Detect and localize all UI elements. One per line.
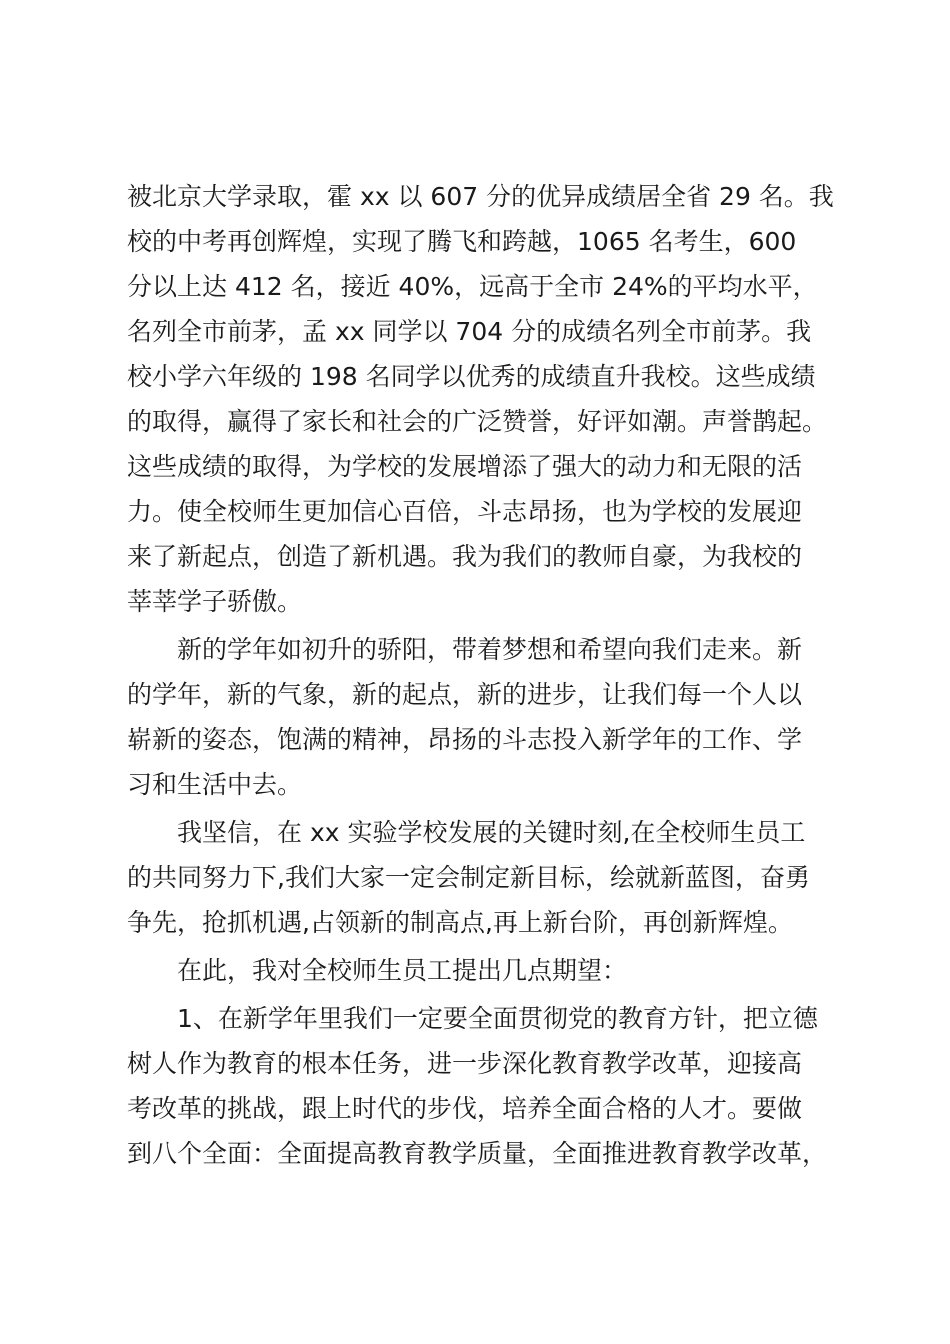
paragraph-2 xyxy=(127,627,847,807)
text-line: 分以上达 412 名，接近 40%，远高于全市 24%的平均水平， xyxy=(127,272,818,301)
paragraph-4 xyxy=(127,948,847,993)
text-line: 名列全市前茅，孟 xx 同学以 704 分的成绩名列全市前茅。我 xyxy=(127,317,812,346)
text-line: 力。使全校师生更加信心百倍，斗志昂扬，也为学校的发展迎 xyxy=(127,497,803,526)
text-line: 考改革的挑战，跟上时代的步伐，培养全面合格的人才。要做 xyxy=(127,1094,803,1123)
text-line: 被北京大学录取，霍 xx 以 607 分的优异成绩居全省 29 名。我 xyxy=(127,182,834,211)
text-line: 新的学年如初升的骄阳，带着梦想和希望向我们走来。新 xyxy=(177,635,803,664)
text-line: 习和生活中去。 xyxy=(127,770,303,799)
text-line: 树人作为教育的根本任务，进一步深化教育教学改革，迎接高 xyxy=(127,1049,803,1078)
document-body xyxy=(127,174,847,1176)
paragraph-1 xyxy=(127,174,847,624)
text-line: 的共同努力下,我们大家一定会制定新目标，绘就新蓝图，奋勇 xyxy=(127,863,810,892)
text-line: 校小学六年级的 198 名同学以优秀的成绩直升我校。这些成绩 xyxy=(127,362,816,391)
text-line: 争先，抢抓机遇,占领新的制高点,再上新台阶，再创新辉煌。 xyxy=(127,908,793,937)
text-line: 这些成绩的取得，为学校的发展增添了强大的动力和无限的活 xyxy=(127,452,803,481)
paragraph-3 xyxy=(127,810,847,945)
text-line: 在此，我对全校师生员工提出几点期望： xyxy=(177,956,628,985)
text-line: 校的中考再创辉煌，实现了腾飞和跨越，1065 名考生，600 xyxy=(127,227,797,256)
text-line: 莘莘学子骄傲。 xyxy=(127,587,303,616)
text-line: 到八个全面：全面提高教育教学质量，全面推进教育教学改革， xyxy=(127,1139,828,1168)
text-line: 我坚信，在 xx 实验学校发展的关键时刻,在全校师生员工 xyxy=(177,818,806,847)
text-line: 的学年，新的气象，新的起点，新的进步，让我们每一个人以 xyxy=(127,680,803,709)
text-line: 来了新起点，创造了新机遇。我为我们的教师自豪，为我校的 xyxy=(127,542,803,571)
paragraph-5 xyxy=(127,996,847,1176)
text-line: 1、在新学年里我们一定要全面贯彻党的教育方针，把立德 xyxy=(177,1004,818,1033)
text-line: 崭新的姿态，饱满的精神，昂扬的斗志投入新学年的工作、学 xyxy=(127,725,803,754)
text-line: 的取得，赢得了家长和社会的广泛赞誉，好评如潮。声誉鹊起。 xyxy=(127,407,828,436)
